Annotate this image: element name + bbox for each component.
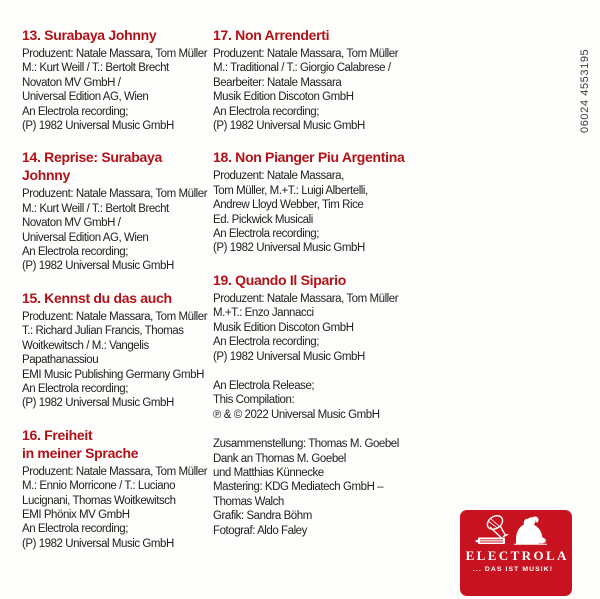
track-title: 19. Quando Il Sipario bbox=[213, 271, 346, 288]
track-credit-lines: Produzent: Natale Massara, Tom Müller M.: Kurt Weill / T.: Bertolt Brecht Novaton MV GmbH / Universal Edition AG, Wien An Electrola recording; (P) 1982 Universal Music GmbH bbox=[22, 48, 208, 133]
track-title: 17. Non Arrenderti bbox=[213, 27, 330, 43]
release-note-block bbox=[213, 379, 413, 422]
track-title: 15. Kennst du das auch bbox=[22, 289, 172, 306]
track-credit-lines: Produzent: Natale Massara, Tom Müller M.: Traditional / T.: Giorgio Calabrese / Bearbeiter: Natale Massara Musik Edition Discoton GmbH An Electrola recording; (P) 1982 Universal Music GmbH bbox=[213, 48, 399, 133]
electrola-logo bbox=[460, 510, 572, 596]
track-credit-block bbox=[22, 148, 212, 273]
track-title: 16. Freiheit in meiner Sprache bbox=[22, 426, 139, 461]
track-credit-lines: Produzent: Natale Massara, Tom Müller M.: Kurt Weill / T.: Bertolt Brecht Novaton MV GmbH / Universal Edition AG, Wien An Electrola recording; (P) 1982 Universal Music GmbH bbox=[22, 188, 208, 273]
production-credits-block bbox=[213, 437, 413, 538]
catalog-number-vertical: 06024 4553195 bbox=[579, 48, 591, 133]
track-credit-block bbox=[22, 26, 212, 133]
track-credit-lines: Produzent: Natale Massara, Tom Müller M.+T.: Enzo Jannacci Musik Edition Discoton GmbH An Electrola recording; (P) 1982 Universal Music GmbH bbox=[213, 292, 399, 363]
track-credit-lines: Produzent: Natale Massara, Tom Müller, M.+T.: Luigi Albertelli, Andrew Lloyd Webber, Tim Rice Ed. Pickwick Musicali An Electrola recording; (P) 1982 Universal Music GmbH bbox=[213, 170, 368, 255]
track-credit-block bbox=[213, 148, 413, 255]
dog-and-gramophone-icon bbox=[474, 513, 558, 549]
track-credit-block bbox=[22, 289, 212, 411]
track-title: 18. Non Pianger Piu Argentina bbox=[213, 149, 405, 166]
track-credit-block bbox=[213, 26, 413, 133]
logo-tagline: ... DAS IST MUSIK! bbox=[472, 566, 554, 573]
track-credit-lines: Produzent: Natale Massara, Tom Müller M.: Ennio Morricone / T.: Luciano Lucignani, Thomas Woitkewitsch EMI Phönix MV GmbH An Electrola recording; (P) 1982 Universal Music GmbH bbox=[22, 465, 208, 550]
track-credit-block bbox=[22, 426, 212, 551]
track-credit-lines: Produzent: Natale Massara, Tom Müller T.: Richard Julian Francis, Thomas Woitkewitsch / M.: Vangelis Papathanassiou EMI Music Publishing Germany GmbH An Electrola recording; (P) 1982 Universal Music GmbH bbox=[22, 310, 208, 410]
credits-column-right bbox=[213, 26, 413, 553]
track-title: 13. Surabaya Johnny bbox=[22, 27, 157, 43]
track-title: 14. Reprise: Surabaya Johnny bbox=[22, 149, 162, 184]
track-credit-block bbox=[213, 271, 413, 364]
credits-column-left bbox=[22, 26, 212, 566]
production-credit-lines: Zusammenstellung: Thomas M. Goebel Dank an Thomas M. Goebel und Matthias Künnecke Mastering: KDG Mediatech GmbH – Thomas Walch Grafik: Sandra Böhm Fotograf: Aldo Faley bbox=[213, 438, 399, 537]
logo-brand-text: ELECTROLA bbox=[465, 548, 569, 563]
release-note-lines: An Electrola Release; This Compilation: ℗ & © 2022 Universal Music GmbH bbox=[213, 379, 380, 421]
